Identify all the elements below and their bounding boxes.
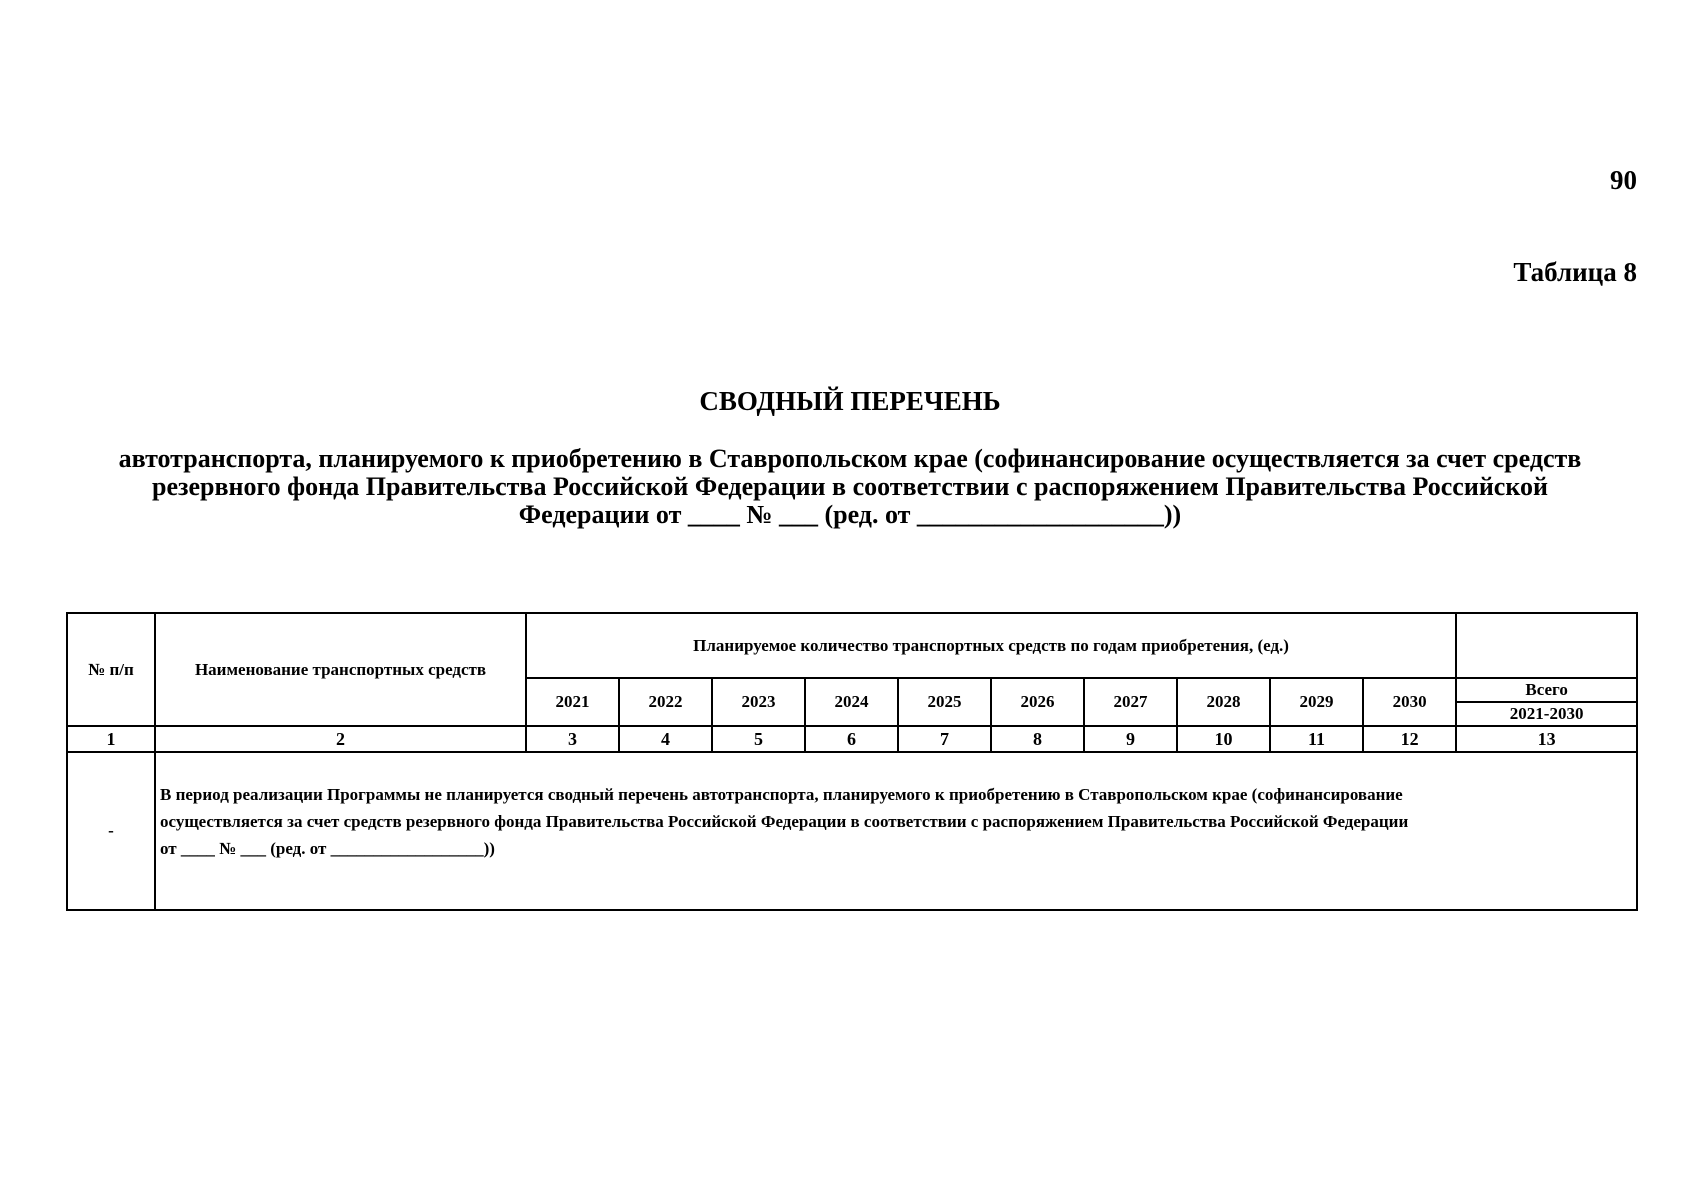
row-text-line: В период реализации Программы не планируется сводный перечень автотранспорта, планируемого к приобретению в Ставропольском крае (софинансирование	[160, 785, 1403, 804]
document-title: СВОДНЫЙ ПЕРЕЧЕНЬ	[699, 386, 1001, 416]
header-year: 2026	[991, 678, 1084, 726]
column-number: 13	[1456, 726, 1637, 752]
column-number: 5	[712, 726, 805, 752]
column-number: 4	[619, 726, 712, 752]
column-number: 12	[1363, 726, 1456, 752]
column-number: 8	[991, 726, 1084, 752]
row-description	[155, 752, 1637, 910]
summary-table	[66, 612, 1638, 911]
column-number: 1	[67, 726, 155, 752]
header-total-period: 2021-2030	[1456, 702, 1637, 726]
header-name: Наименование транспортных средств	[155, 613, 526, 726]
row-num: -	[67, 752, 155, 910]
column-number: 11	[1270, 726, 1363, 752]
header-year: 2027	[1084, 678, 1177, 726]
subtitle-line: Федерации от ____ № ___ (ред. от ___________________))	[518, 500, 1182, 529]
header-year: 2025	[898, 678, 991, 726]
column-number: 9	[1084, 726, 1177, 752]
header-planned-quantity: Планируемое количество транспортных средств по годам приобретения, (ед.)	[526, 613, 1456, 678]
header-year: 2030	[1363, 678, 1456, 726]
row-text-line: от ____ № ___ (ред. от __________________))	[160, 839, 495, 858]
page-number: 90	[1610, 165, 1637, 195]
column-number: 6	[805, 726, 898, 752]
header-year: 2021	[526, 678, 619, 726]
subtitle-line: автотранспорта, планируемого к приобретению в Ставропольском крае (софинансирование осуществляется за счет средств	[118, 444, 1582, 473]
header-year: 2023	[712, 678, 805, 726]
column-number: 3	[526, 726, 619, 752]
header-total-blank	[1456, 613, 1637, 678]
document-subtitle	[100, 445, 1600, 529]
column-number: 2	[155, 726, 526, 752]
header-num: № п/п	[67, 613, 155, 726]
header-year: 2028	[1177, 678, 1270, 726]
column-number: 10	[1177, 726, 1270, 752]
column-number: 7	[898, 726, 991, 752]
header-year: 2029	[1270, 678, 1363, 726]
header-year: 2024	[805, 678, 898, 726]
header-total-label: Всего	[1456, 678, 1637, 702]
header-year: 2022	[619, 678, 712, 726]
subtitle-line: резервного фонда Правительства Российской Федерации в соответствии с распоряжением Правительства Российской	[152, 472, 1548, 501]
row-text-line: осуществляется за счет средств резервного фонда Правительства Российской Федерации в соответствии с распоряжением Правительства Российской Федерации	[160, 812, 1409, 831]
table-row	[67, 752, 1637, 910]
table-label: Таблица 8	[1513, 257, 1637, 287]
